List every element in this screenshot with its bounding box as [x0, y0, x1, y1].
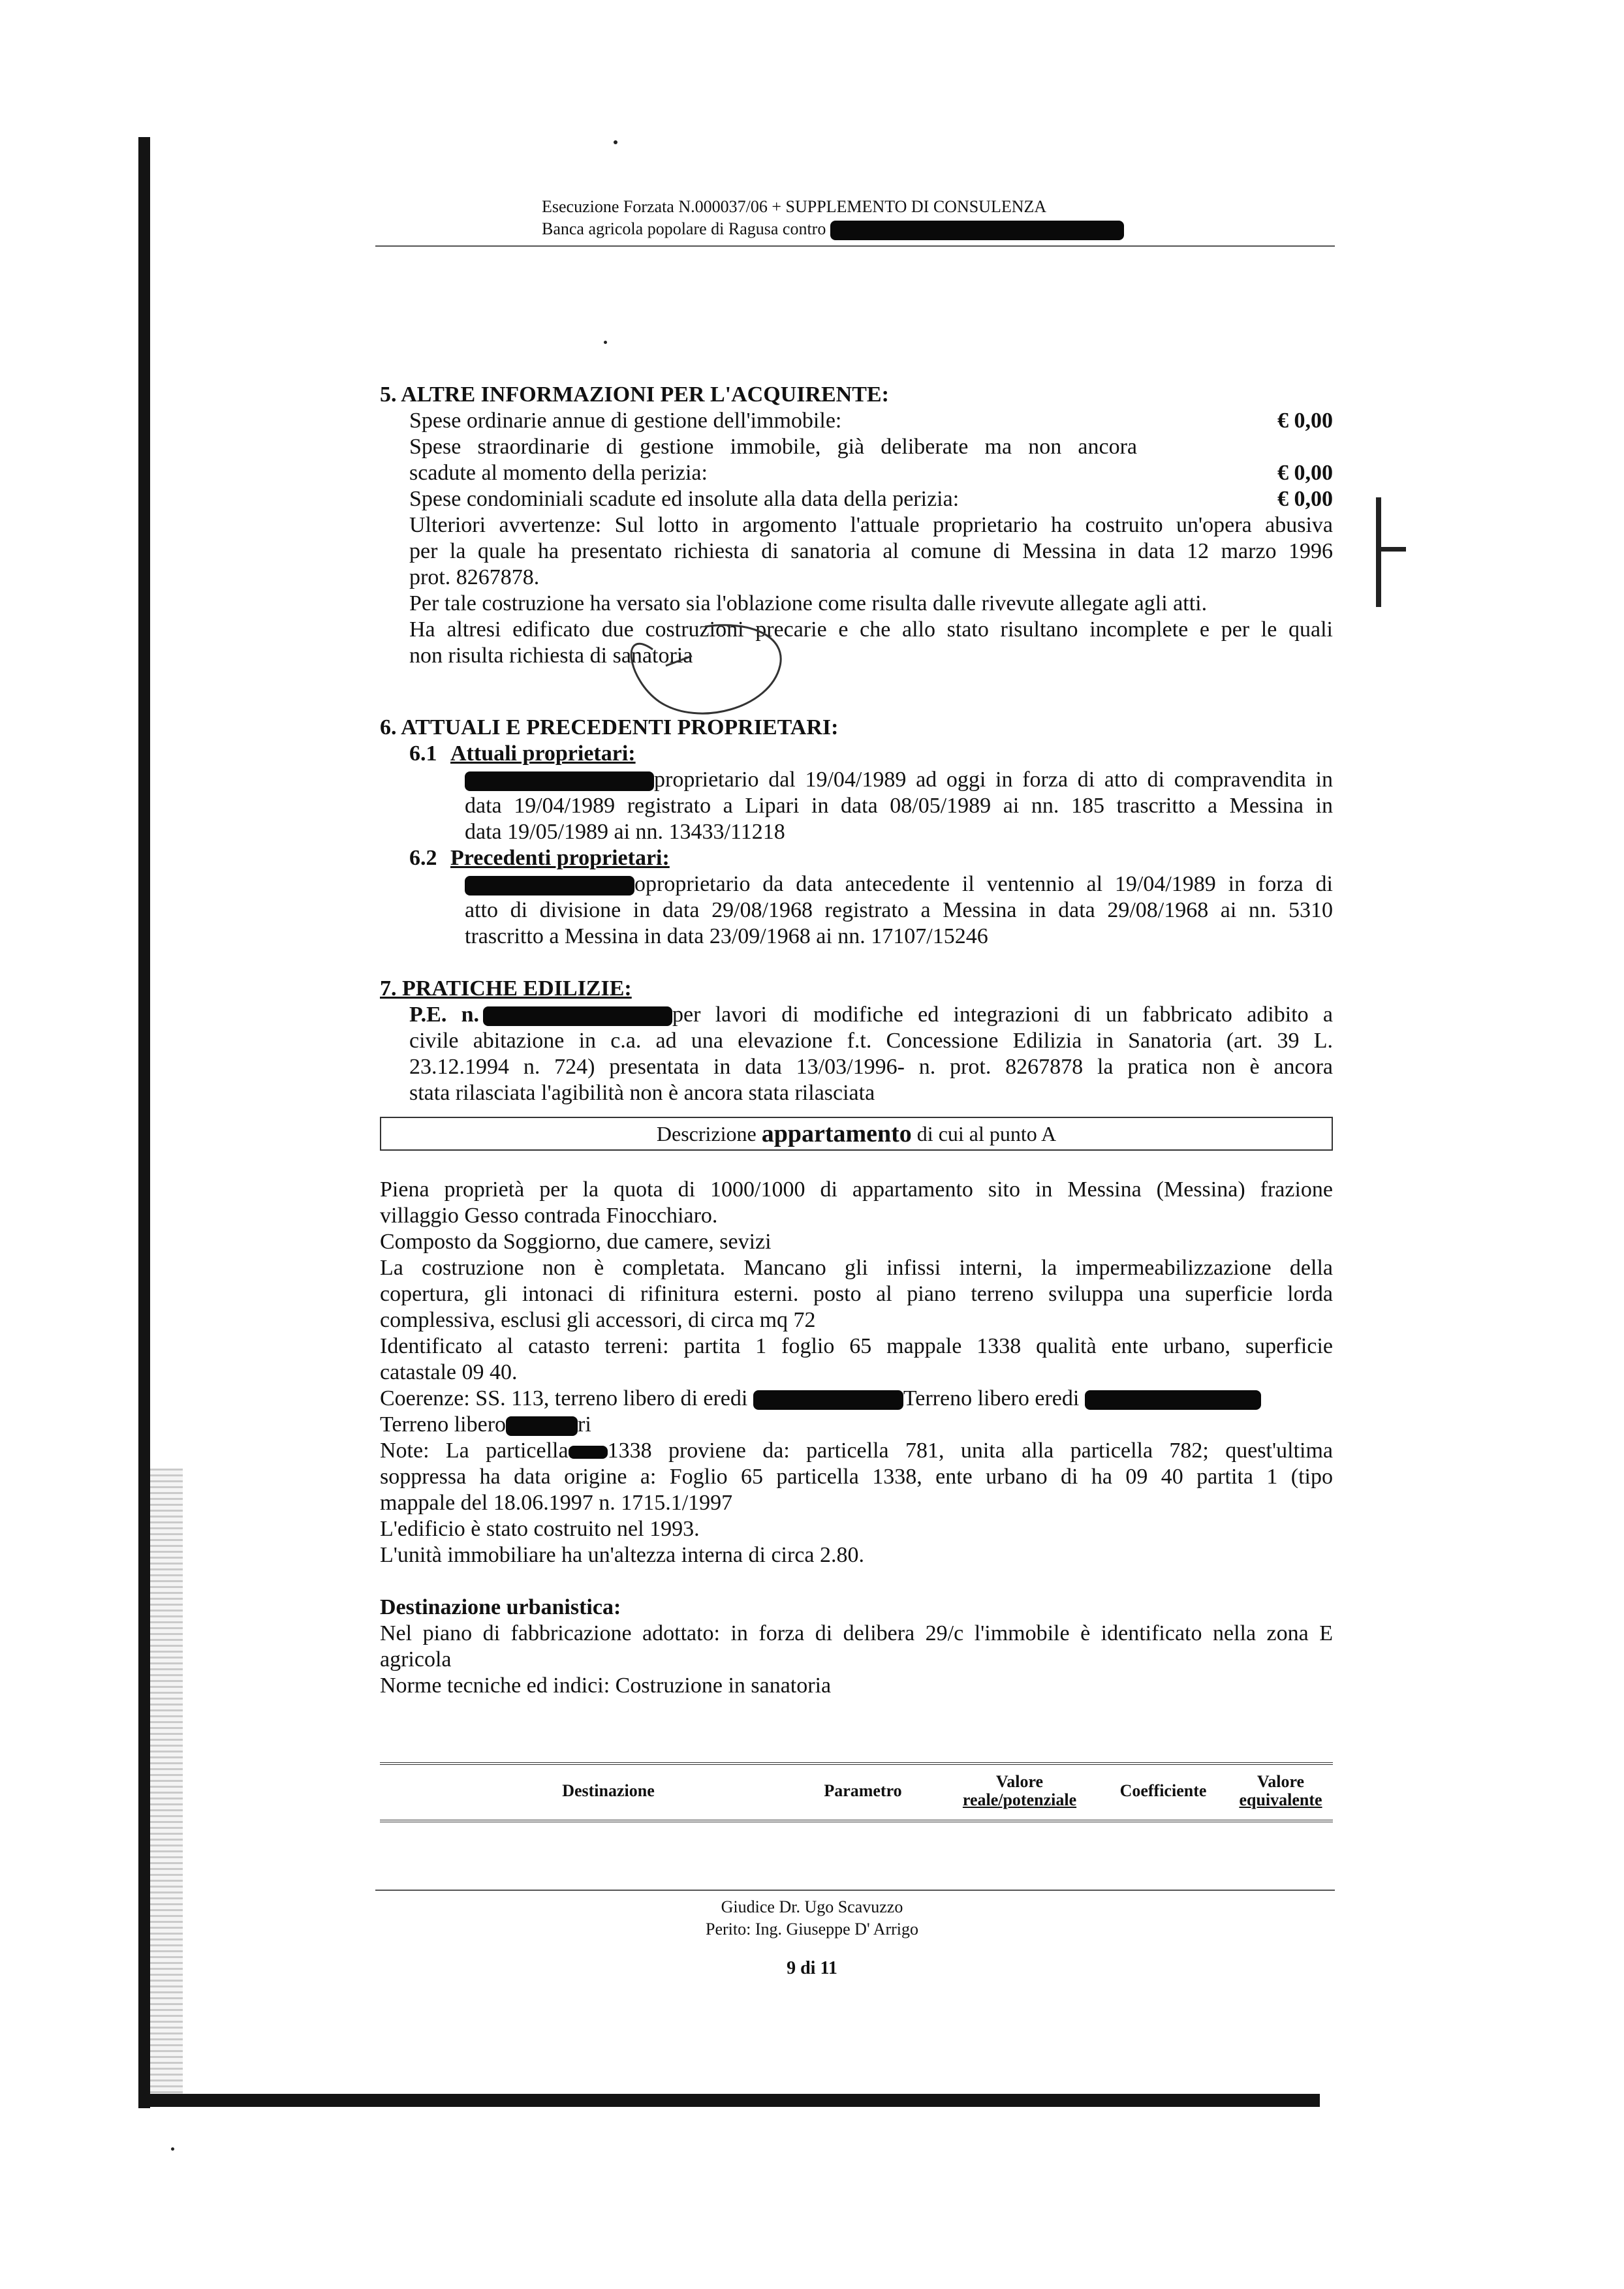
description-line: Identificato al catasto terreni: partita 1 foglio 65 mappale 1338 qualità ente urbano, superficie [380, 1334, 1333, 1358]
description-heading-main: appartamento [761, 1120, 912, 1147]
handwritten-tick [666, 656, 692, 666]
pe-line: 23.12.1994 n. 724) presentata in data 13/03/1996- n. prot. 8267878 la pratica non è ancora [409, 1055, 1333, 1079]
pe-line: civile abitazione in c.a. ad una elevazione f.t. Concessione Edilizia in Sanatoria (art. 39 L. [409, 1029, 1333, 1053]
avvertenze-line: Per tale costruzione ha versato sia l'oblazione come risulta dalle rivevute allegate agli atti. [409, 591, 1208, 615]
owner-line: data 19/05/1989 ai nn. 13433/11218 [465, 820, 785, 844]
description-line: L'edificio è stato costruito nel 1993. [380, 1517, 700, 1541]
handwritten-circle-stroke [631, 625, 781, 713]
description-line: La costruzione non è completata. Mancano gli infissi interni, la impermeabilizzazione della [380, 1256, 1333, 1280]
subsection-label: Precedenti proprietari: [450, 846, 670, 870]
avvertenze-line: prot. 8267878. [409, 565, 540, 589]
pe-line: stata rilasciata l'agibilità non è ancora stata rilasciata [409, 1081, 875, 1105]
owner-line: atto di divisione in data 29/08/1968 registrato a Messina in data 29/08/1968 ai nn. 5310 [465, 898, 1333, 922]
owner-text: oproprietario da data antecedente il ventennio al 19/04/1989 in forza di [634, 872, 1333, 896]
urban-line: Nel piano di fabbricazione adottato: in forza di delibera 29/c l'immobile è identificato nella zona E [380, 1621, 1333, 1645]
col-valore-equivalente-l2: equivalente [1239, 1790, 1322, 1809]
section-5-title: 5. ALTRE INFORMAZIONI PER L'ACQUIRENTE: [380, 382, 889, 407]
avvertenze-line: non risulta richiesta di sanatoria [409, 644, 693, 668]
col-valore-reale-l2: reale/potenziale [962, 1790, 1077, 1809]
subsection-number: 6.1 [409, 741, 437, 766]
page-number: 9 di 11 [787, 1958, 837, 1978]
footer-expert: Perito: Ing. Giuseppe D' Arrigo [705, 1920, 919, 1939]
section-6-title: 6. ATTUALI E PRECEDENTI PROPRIETARI: [380, 715, 839, 740]
spese-straord-label-1: Spese straordinarie di gestione immobile, già deliberate ma non ancora [409, 435, 1137, 459]
header-title: Esecuzione Forzata N.000037/06 + SUPPLEMENTO DI CONSULENZA [542, 197, 1047, 216]
urban-line: agricola [380, 1647, 452, 1672]
pe-text: per lavori di modifiche ed integrazioni di un fabbricato adibito a [672, 1003, 1333, 1027]
coerenze-text: Coerenze: SS. 113, terreno libero di eredi [380, 1386, 748, 1410]
spese-straord-label-2: scadute al momento della perizia: [409, 461, 708, 485]
owner-line: data 19/04/1989 registrato a Lipari in data 08/05/1989 ai nn. 185 trascritto a Messina in [465, 794, 1333, 818]
avvertenze-line: Ulteriori avvertenze: Sul lotto in argomento l'attuale proprietario ha costruito un'opera abusiva [409, 513, 1333, 537]
description-heading-post: di cui al punto A [916, 1122, 1057, 1145]
description-line: L'unità immobiliare ha un'altezza interna di circa 2.80. [380, 1543, 865, 1567]
subsection-label: Attuali proprietari: [450, 741, 636, 766]
urban-line: Norme tecniche ed indici: Costruzione in sanatoria [380, 1674, 832, 1698]
description-line: catastale 09 40. [380, 1360, 518, 1384]
col-valore-reale-l1: Valore [995, 1772, 1044, 1791]
description-heading-pre: Descrizione [656, 1122, 757, 1145]
spese-ordinarie-label: Spese ordinarie annue di gestione dell'immobile: [409, 409, 842, 433]
footer-judge: Giudice Dr. Ugo Scavuzzo [721, 1897, 903, 1916]
description-line: Composto da Soggiorno, due camere, sevizi [380, 1230, 772, 1254]
coerenze-text: Terreno libero [380, 1412, 507, 1437]
owner-line: trascritto a Messina in data 23/09/1968 ai nn. 17107/15246 [465, 924, 988, 948]
description-line: villaggio Gesso contrada Finocchiaro. [380, 1204, 718, 1228]
spese-condom-label: Spese condominiali scadute ed insolute alla data della perizia: [409, 487, 960, 511]
subsection-number: 6.2 [409, 846, 437, 870]
spese-ordinarie-value: € 0,00 [1277, 409, 1333, 433]
spese-straord-value: € 0,00 [1277, 461, 1333, 485]
owner-text: proprietario dal 19/04/1989 ad oggi in forza di atto di compravendita in [654, 768, 1333, 792]
col-valore-equivalente-l1: Valore [1257, 1772, 1305, 1791]
description-line: mappale del 18.06.1997 n. 1715.1/1997 [380, 1491, 733, 1515]
note-text: 1338 proviene da: particella 781, unita alla particella 782; quest'ultima [607, 1439, 1333, 1463]
section-7-title: 7. PRATICHE EDILIZIE: [380, 976, 632, 1001]
coerenze-text: ri [578, 1412, 591, 1437]
description-line: complessiva, esclusi gli accessori, di circa mq 72 [380, 1308, 816, 1332]
col-parametro: Parametro [824, 1781, 902, 1800]
avvertenze-line: per la quale ha presentato richiesta di sanatoria al comune di Messina in data 12 marzo 1996 [409, 539, 1333, 563]
avvertenze-line: Ha altresi edificato due costruzioni precarie e che allo stato risultano incomplete e per le quali [409, 617, 1333, 642]
col-coefficiente: Coefficiente [1119, 1781, 1207, 1800]
col-destinazione: Destinazione [562, 1781, 655, 1800]
coerenze-text: Terreno libero eredi [903, 1386, 1080, 1410]
description-line: soppressa ha data origine a: Foglio 65 particella 1338, ente urbano di ha 09 40 partita 1 (tipo [380, 1465, 1333, 1489]
description-line: copertura, gli intonaci di rifinitura esterni. posto al piano terreno sviluppa una superficie lorda [380, 1282, 1333, 1306]
urban-title: Destinazione urbanistica: [380, 1595, 621, 1619]
note-text: Note: La particella [380, 1439, 569, 1463]
description-line: Piena proprietà per la quota di 1000/1000 di appartamento sito in Messina (Messina) frazione [380, 1177, 1333, 1202]
pe-label: P.E. n. [409, 1003, 480, 1027]
header-parties-text: Banca agricola popolare di Ragusa contro [542, 219, 826, 238]
spese-condom-value: € 0,00 [1277, 487, 1333, 511]
